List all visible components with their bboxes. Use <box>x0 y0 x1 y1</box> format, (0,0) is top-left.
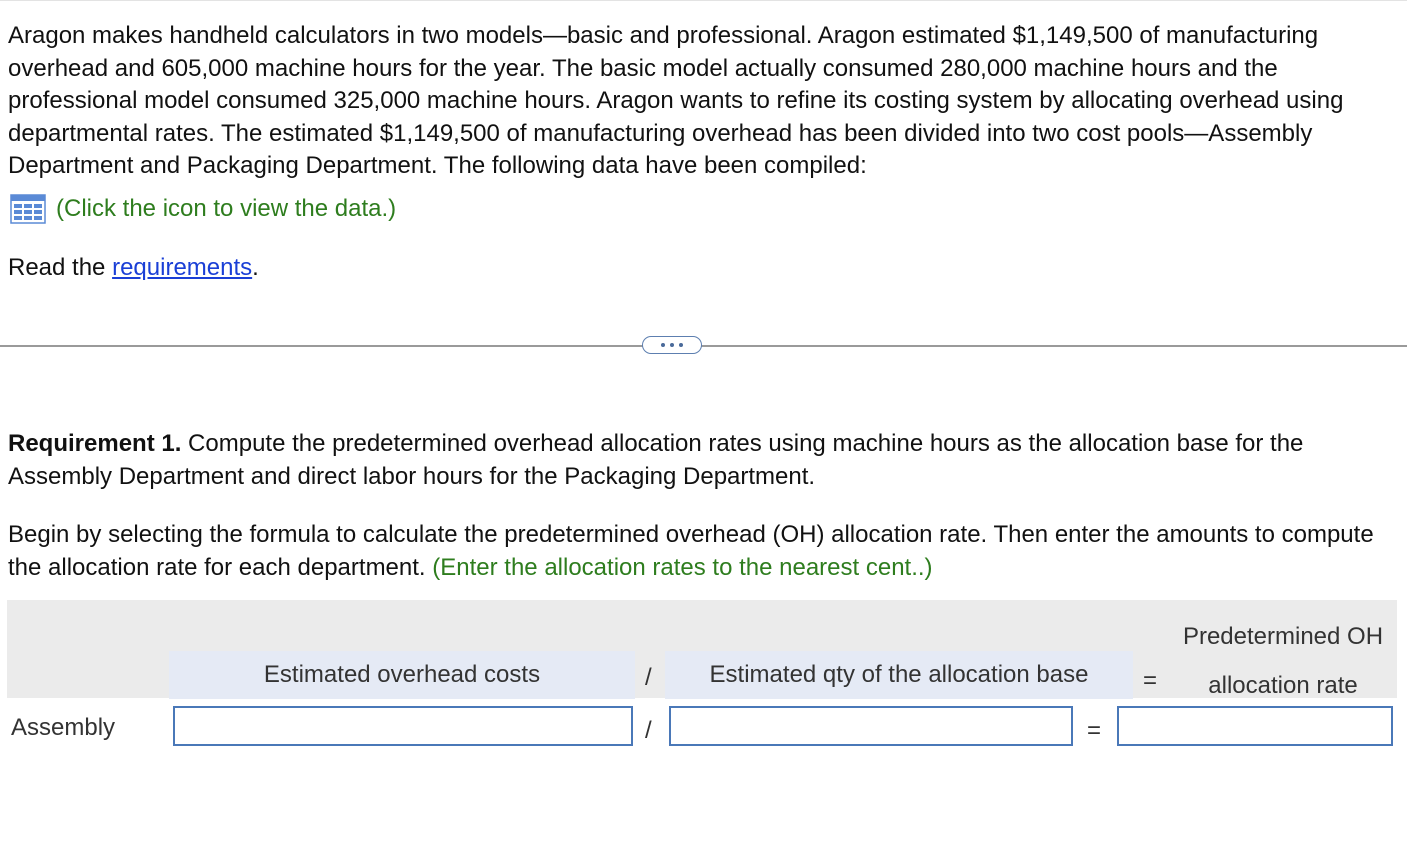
section-divider <box>0 345 1407 347</box>
divide-operator: / <box>645 664 652 691</box>
requirement-text: Compute the predetermined overhead allocation rates using machine hours as the allocation base for the Assembly Department and direct labor hours for the Packaging Department. <box>8 430 1304 490</box>
row-equals-operator: = <box>1087 717 1102 744</box>
row-divide-operator: / <box>645 717 652 744</box>
read-requirements-line <box>8 252 259 284</box>
ellipsis-icon <box>661 343 665 347</box>
instructions <box>8 519 1400 584</box>
equals-operator: = <box>1143 667 1158 694</box>
row-label-assembly: Assembly <box>11 714 116 741</box>
header-estimated-qty-allocation-base[interactable]: Estimated qty of the allocation base <box>665 651 1133 699</box>
requirement-label: Requirement 1. <box>8 430 182 457</box>
header-estimated-overhead-costs[interactable]: Estimated overhead costs <box>169 651 635 699</box>
top-rule <box>0 0 1407 1</box>
data-link-row <box>10 192 396 226</box>
assembly-allocation-rate-input[interactable] <box>1117 706 1393 746</box>
expand-button[interactable] <box>642 336 702 354</box>
assembly-allocation-base-input[interactable] <box>669 706 1073 746</box>
instructions-hint: (Enter the allocation rates to the nearest cent..) <box>432 553 933 581</box>
read-prefix: Read the <box>8 254 113 281</box>
header-predetermined-oh-allocation-rate <box>1168 612 1398 710</box>
grid-icon[interactable] <box>10 192 46 226</box>
result-header-line2: allocation rate <box>1208 672 1358 699</box>
ellipsis-icon <box>670 343 674 347</box>
requirements-link[interactable]: requirements <box>112 254 253 281</box>
data-link-text[interactable]: (Click the icon to view the data.) <box>56 195 397 222</box>
problem-statement: Aragon makes handheld calculators in two models—basic and professional. Aragon estimated $1,149,500 of manufacturing overhead and 605,000 machine hours for the year. The basic model actually consumed 280,000 machine hours and the professional model consumed 325,000 machine hours. Aragon wants to refine its costing system by allocating overhead using departmental rates. The estimated $1,149,500 of manufacturing overhead has been divided into two cost pools—Assembly Department and Packaging Department. The following data have been compiled: <box>8 22 1344 179</box>
read-suffix: . <box>252 254 259 281</box>
ellipsis-icon <box>679 343 683 347</box>
result-header-line1: Predetermined OH <box>1182 623 1384 650</box>
requirement-1 <box>8 428 1400 493</box>
instructions-text: Begin by selecting the formula to calculate the predetermined overhead (OH) allocation rate. Then enter the amounts to compute the allocation rate for each department. <box>8 521 1374 581</box>
assembly-overhead-input[interactable] <box>173 706 633 746</box>
